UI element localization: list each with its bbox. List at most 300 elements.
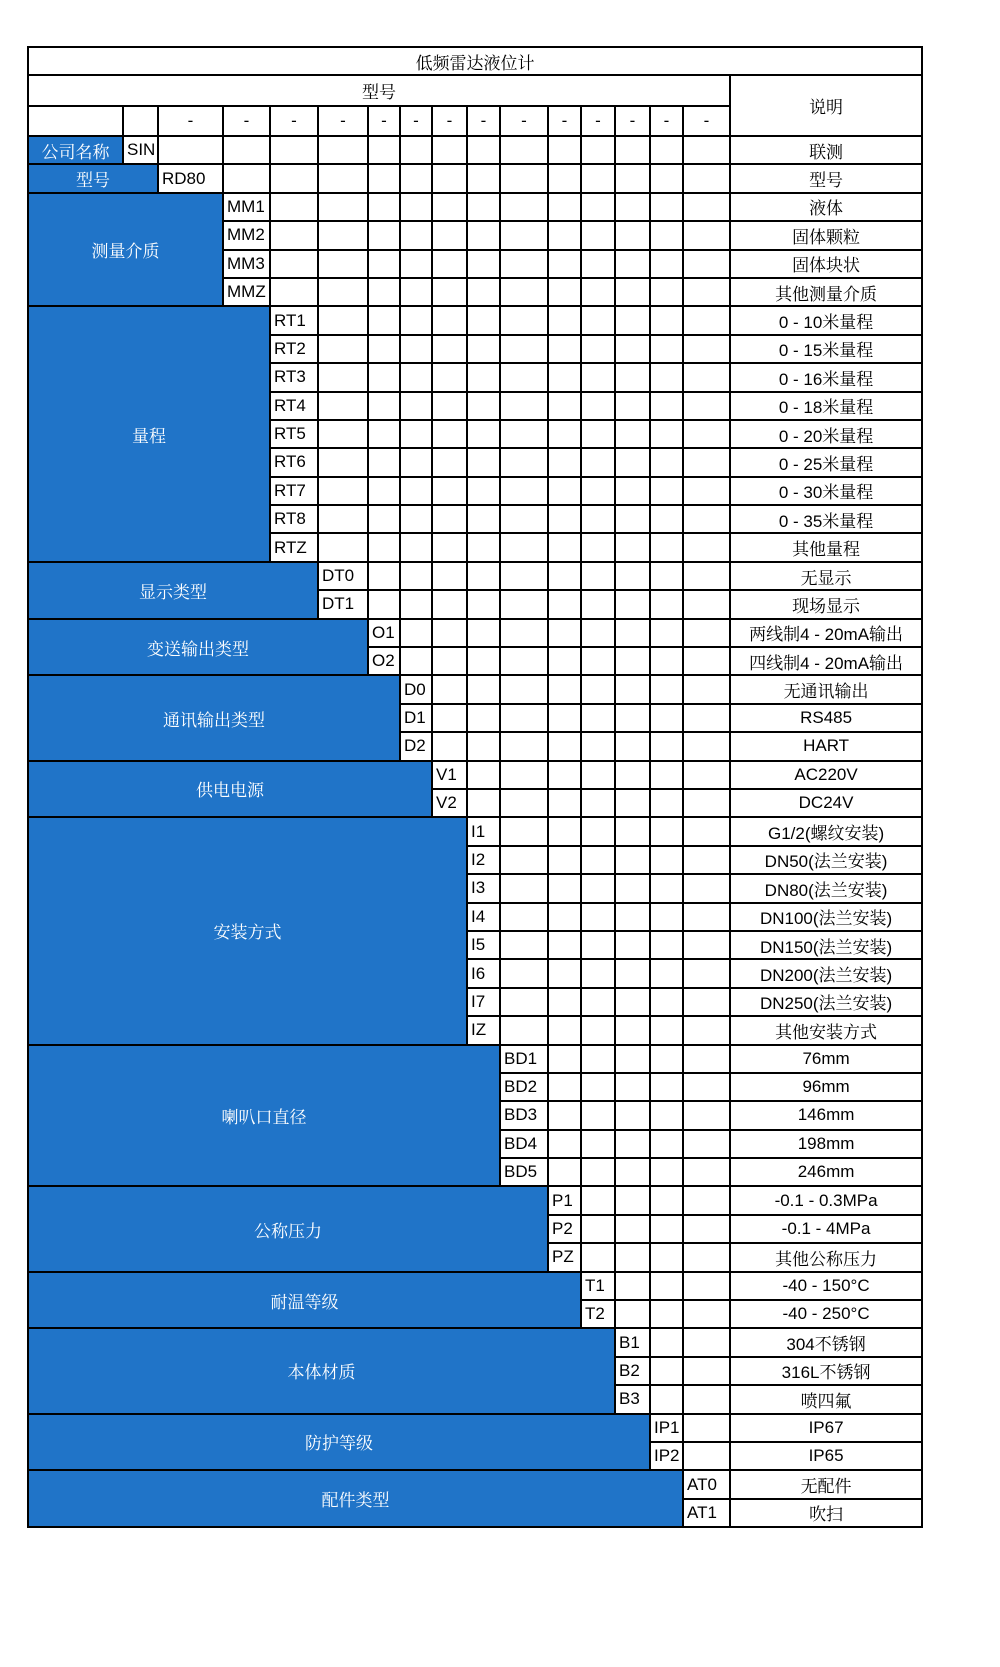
empty-cell	[500, 278, 548, 306]
empty-cell	[318, 420, 368, 448]
empty-cell	[500, 250, 548, 278]
description-cell: RS485	[730, 704, 922, 732]
empty-cell	[683, 363, 730, 391]
empty-cell	[368, 420, 400, 448]
code-cell-bd5: BD5	[500, 1158, 548, 1186]
code-cell-rt5: RT5	[270, 420, 318, 448]
code-cell-dt1: DT1	[318, 590, 368, 618]
empty-cell	[683, 1328, 730, 1356]
empty-cell	[548, 392, 581, 420]
code-cell-rt4: RT4	[270, 392, 318, 420]
empty-cell	[683, 193, 730, 221]
empty-cell	[683, 1158, 730, 1186]
empty-cell	[581, 761, 615, 789]
section-label-11: 公称压力	[28, 1186, 548, 1271]
empty-cell	[467, 761, 500, 789]
empty-cell	[500, 562, 548, 590]
empty-cell	[683, 562, 730, 590]
empty-cell	[650, 136, 683, 164]
empty-cell	[650, 1328, 683, 1356]
empty-cell	[581, 704, 615, 732]
empty-cell	[683, 420, 730, 448]
empty-cell	[500, 732, 548, 760]
empty-cell	[467, 278, 500, 306]
code-cell-bd2: BD2	[500, 1073, 548, 1101]
empty-cell	[615, 1045, 650, 1073]
empty-cell	[683, 335, 730, 363]
empty-cell	[650, 335, 683, 363]
empty-cell	[467, 505, 500, 533]
empty-cell	[318, 221, 368, 249]
empty-cell	[615, 221, 650, 249]
code-cell-iz: IZ	[467, 1016, 500, 1044]
empty-cell	[500, 164, 548, 192]
empty-cell	[548, 1045, 581, 1073]
empty-cell	[650, 846, 683, 874]
empty-cell	[650, 1300, 683, 1328]
code-cell-mm1: MM1	[223, 193, 270, 221]
dash-placeholder: -	[467, 106, 500, 136]
empty-cell	[467, 647, 500, 675]
empty-cell	[683, 250, 730, 278]
empty-cell	[581, 959, 615, 987]
model-selection-table-wrap	[27, 46, 923, 1528]
code-cell-sin: SIN	[123, 136, 158, 164]
description-cell: 0 - 15米量程	[730, 335, 922, 363]
empty-cell	[548, 761, 581, 789]
empty-cell	[548, 250, 581, 278]
description-cell: 型号	[730, 164, 922, 192]
empty-cell	[615, 193, 650, 221]
empty-cell	[368, 306, 400, 334]
code-cell-v2: V2	[432, 789, 467, 817]
empty-cell	[318, 448, 368, 476]
empty-cell	[432, 420, 467, 448]
empty-cell	[683, 1414, 730, 1442]
code-cell-t1: T1	[581, 1272, 615, 1300]
dash-placeholder: -	[223, 106, 270, 136]
empty-cell	[615, 931, 650, 959]
empty-cell	[548, 817, 581, 845]
empty-cell	[650, 1272, 683, 1300]
code-cell-at1: AT1	[683, 1499, 730, 1527]
description-cell: 316L不锈钢	[730, 1357, 922, 1385]
empty-cell	[683, 619, 730, 647]
dash-placeholder: -	[318, 106, 368, 136]
empty-cell	[650, 1158, 683, 1186]
empty-cell	[581, 988, 615, 1016]
empty-cell	[581, 1186, 615, 1214]
description-cell: 联测	[730, 136, 922, 164]
empty-cell	[400, 136, 432, 164]
code-cell-rt6: RT6	[270, 448, 318, 476]
empty-cell	[467, 789, 500, 817]
empty-cell	[548, 846, 581, 874]
empty-cell	[650, 1357, 683, 1385]
description-cell: 0 - 35米量程	[730, 505, 922, 533]
description-cell: 吹扫	[730, 1499, 922, 1527]
empty-cell	[432, 647, 467, 675]
empty-cell	[467, 533, 500, 561]
description-cell: AC220V	[730, 761, 922, 789]
empty-cell	[500, 533, 548, 561]
code-cell-o2: O2	[368, 647, 400, 675]
empty-cell	[615, 761, 650, 789]
description-cell: IP65	[730, 1442, 922, 1470]
empty-cell	[500, 988, 548, 1016]
empty-cell	[400, 477, 432, 505]
empty-cell	[368, 590, 400, 618]
empty-cell	[223, 164, 270, 192]
empty-cell	[650, 590, 683, 618]
description-cell: 146mm	[730, 1101, 922, 1129]
dash-placeholder: -	[432, 106, 467, 136]
empty-cell	[318, 505, 368, 533]
section-label-10: 喇叭口直径	[28, 1045, 500, 1187]
description-cell: IP67	[730, 1414, 922, 1442]
empty-cell	[432, 477, 467, 505]
description-header: 说明	[730, 75, 922, 136]
empty-cell	[467, 392, 500, 420]
description-cell: 76mm	[730, 1045, 922, 1073]
empty-cell	[615, 1016, 650, 1044]
empty-cell	[432, 164, 467, 192]
empty-cell	[500, 363, 548, 391]
empty-cell	[650, 420, 683, 448]
empty-cell	[548, 1101, 581, 1129]
code-cell-o1: O1	[368, 619, 400, 647]
empty-cell	[581, 533, 615, 561]
dash-placeholder: -	[650, 106, 683, 136]
empty-cell	[581, 392, 615, 420]
empty-cell	[683, 278, 730, 306]
empty-cell	[615, 1130, 650, 1158]
code-cell-bd4: BD4	[500, 1130, 548, 1158]
code-cell-rt3: RT3	[270, 363, 318, 391]
description-cell: DN250(法兰安装)	[730, 988, 922, 1016]
empty-cell	[432, 136, 467, 164]
empty-cell	[581, 817, 615, 845]
empty-cell	[615, 306, 650, 334]
empty-cell	[368, 278, 400, 306]
empty-cell	[467, 193, 500, 221]
empty-cell	[432, 505, 467, 533]
empty-cell	[318, 278, 368, 306]
empty-cell	[432, 562, 467, 590]
empty-cell	[400, 363, 432, 391]
empty-cell	[432, 704, 467, 732]
empty-cell	[650, 221, 683, 249]
empty-cell	[548, 335, 581, 363]
description-cell: 0 - 20米量程	[730, 420, 922, 448]
empty-cell	[615, 335, 650, 363]
empty-cell	[500, 761, 548, 789]
empty-cell	[581, 193, 615, 221]
model-number-header: 型号	[28, 75, 730, 106]
empty-cell	[500, 704, 548, 732]
empty-cell	[615, 988, 650, 1016]
empty-cell	[368, 250, 400, 278]
empty-cell	[683, 392, 730, 420]
description-cell: -0.1 - 0.3MPa	[730, 1186, 922, 1214]
empty-cell	[500, 193, 548, 221]
empty-cell	[650, 1385, 683, 1413]
section-label-2: 型号	[28, 164, 158, 192]
code-cell-pz: PZ	[548, 1243, 581, 1271]
code-cell-b1: B1	[615, 1328, 650, 1356]
code-cell-mm2: MM2	[223, 221, 270, 249]
empty-cell	[548, 675, 581, 703]
dash-placeholder: -	[548, 106, 581, 136]
empty-cell	[650, 647, 683, 675]
empty-cell	[683, 1130, 730, 1158]
empty-cell	[270, 136, 318, 164]
empty-cell	[683, 1073, 730, 1101]
description-cell: 0 - 25米量程	[730, 448, 922, 476]
description-cell: 其他测量介质	[730, 278, 922, 306]
code-cell-at0: AT0	[683, 1470, 730, 1498]
empty-cell	[400, 619, 432, 647]
empty-cell	[615, 1101, 650, 1129]
description-cell: 其他量程	[730, 533, 922, 561]
empty-cell	[650, 392, 683, 420]
dash-placeholder: -	[270, 106, 318, 136]
empty-cell	[432, 392, 467, 420]
empty-cell	[400, 164, 432, 192]
table-title: 低频雷达液位计	[28, 47, 922, 75]
empty-cell	[581, 1045, 615, 1073]
description-cell: DN200(法兰安装)	[730, 959, 922, 987]
empty-cell	[683, 789, 730, 817]
empty-cell	[581, 505, 615, 533]
empty-cell	[548, 533, 581, 561]
empty-cell	[500, 675, 548, 703]
code-cell-dt0: DT0	[318, 562, 368, 590]
empty-cell	[615, 1243, 650, 1271]
description-cell: 现场显示	[730, 590, 922, 618]
empty-cell	[270, 164, 318, 192]
empty-cell	[432, 193, 467, 221]
empty-cell	[581, 306, 615, 334]
empty-cell	[615, 562, 650, 590]
empty-cell	[467, 136, 500, 164]
empty-cell	[500, 619, 548, 647]
empty-cell	[500, 505, 548, 533]
description-cell: 304不锈钢	[730, 1328, 922, 1356]
empty-cell	[368, 136, 400, 164]
empty-cell	[500, 477, 548, 505]
empty-cell	[548, 988, 581, 1016]
empty-cell	[368, 221, 400, 249]
description-cell: -40 - 150°C	[730, 1272, 922, 1300]
dash-placeholder: -	[615, 106, 650, 136]
description-cell: 0 - 10米量程	[730, 306, 922, 334]
empty-cell	[581, 1158, 615, 1186]
dash-placeholder: -	[500, 106, 548, 136]
description-cell: 两线制4 - 20mA输出	[730, 619, 922, 647]
empty-cell	[650, 505, 683, 533]
empty-cell	[548, 193, 581, 221]
empty-cell	[615, 533, 650, 561]
empty-cell	[581, 590, 615, 618]
empty-cell	[650, 1101, 683, 1129]
empty-cell	[432, 221, 467, 249]
empty-cell	[650, 789, 683, 817]
section-label-7: 通讯输出类型	[28, 675, 400, 760]
empty-cell	[400, 306, 432, 334]
section-label-14: 防护等级	[28, 1414, 650, 1471]
empty-cell	[581, 420, 615, 448]
empty-cell	[548, 789, 581, 817]
description-cell: 无配件	[730, 1470, 922, 1498]
empty-cell	[581, 250, 615, 278]
empty-cell	[400, 533, 432, 561]
empty-cell	[548, 420, 581, 448]
empty-cell	[650, 1073, 683, 1101]
empty-cell	[615, 136, 650, 164]
description-cell: 0 - 18米量程	[730, 392, 922, 420]
empty-cell	[368, 505, 400, 533]
empty-cell	[400, 221, 432, 249]
empty-cell	[500, 448, 548, 476]
empty-cell	[683, 1215, 730, 1243]
dash-placeholder: -	[368, 106, 400, 136]
empty-cell	[615, 1272, 650, 1300]
empty-cell	[432, 335, 467, 363]
empty-cell	[581, 221, 615, 249]
empty-cell	[683, 448, 730, 476]
empty-cell	[615, 278, 650, 306]
empty-cell	[581, 732, 615, 760]
empty-cell	[400, 335, 432, 363]
empty-cell	[548, 1158, 581, 1186]
description-cell: -40 - 250°C	[730, 1300, 922, 1328]
empty-cell	[400, 278, 432, 306]
empty-cell	[683, 477, 730, 505]
empty-cell	[400, 193, 432, 221]
empty-cell	[683, 903, 730, 931]
empty-cell	[683, 533, 730, 561]
empty-cell	[500, 590, 548, 618]
empty-cell	[548, 164, 581, 192]
description-cell: DN80(法兰安装)	[730, 874, 922, 902]
empty-cell	[368, 477, 400, 505]
empty-cell	[500, 420, 548, 448]
empty-cell	[500, 221, 548, 249]
empty-cell	[683, 732, 730, 760]
empty-cell	[432, 278, 467, 306]
empty-cell	[548, 1130, 581, 1158]
empty-cell	[368, 562, 400, 590]
empty-cell	[650, 931, 683, 959]
empty-cell	[548, 732, 581, 760]
empty-cell	[615, 732, 650, 760]
empty-cell	[581, 619, 615, 647]
empty-cell	[500, 874, 548, 902]
code-cell-i4: I4	[467, 903, 500, 931]
description-cell: 固体块状	[730, 250, 922, 278]
empty-cell	[467, 675, 500, 703]
empty-cell	[615, 874, 650, 902]
empty-cell	[318, 250, 368, 278]
empty-cell	[368, 392, 400, 420]
code-cell-i5: I5	[467, 931, 500, 959]
empty-cell	[615, 590, 650, 618]
description-cell: 0 - 16米量程	[730, 363, 922, 391]
description-cell: HART	[730, 732, 922, 760]
empty-cell	[548, 590, 581, 618]
empty-cell	[683, 505, 730, 533]
empty-cell	[581, 846, 615, 874]
empty-cell	[683, 1016, 730, 1044]
model-selection-table	[27, 46, 923, 1528]
empty-cell	[467, 448, 500, 476]
empty-cell	[650, 675, 683, 703]
empty-cell	[368, 335, 400, 363]
empty-cell	[615, 250, 650, 278]
empty-cell	[467, 335, 500, 363]
dash-placeholder: -	[158, 106, 223, 136]
section-label-5: 显示类型	[28, 562, 318, 619]
empty-cell	[650, 1243, 683, 1271]
empty-cell	[615, 1073, 650, 1101]
section-label-9: 安装方式	[28, 817, 467, 1044]
code-cell-d1: D1	[400, 704, 432, 732]
empty-cell	[581, 647, 615, 675]
empty-cell	[467, 590, 500, 618]
empty-cell	[581, 1215, 615, 1243]
empty-cell	[548, 477, 581, 505]
empty-cell	[467, 619, 500, 647]
empty-cell	[500, 817, 548, 845]
empty-cell	[548, 959, 581, 987]
section-label-12: 耐温等级	[28, 1272, 581, 1329]
empty-cell	[683, 1357, 730, 1385]
description-cell: 其他安装方式	[730, 1016, 922, 1044]
description-cell: DC24V	[730, 789, 922, 817]
empty-cell	[548, 306, 581, 334]
empty-cell	[270, 221, 318, 249]
empty-cell	[432, 619, 467, 647]
empty-cell	[270, 193, 318, 221]
empty-cell	[548, 874, 581, 902]
empty-cell	[650, 1016, 683, 1044]
empty-cell	[318, 477, 368, 505]
empty-cell	[500, 846, 548, 874]
empty-cell	[318, 392, 368, 420]
empty-cell	[581, 562, 615, 590]
code-cell-i7: I7	[467, 988, 500, 1016]
code-cell-v1: V1	[432, 761, 467, 789]
empty-cell	[581, 164, 615, 192]
empty-cell	[548, 704, 581, 732]
empty-cell	[683, 164, 730, 192]
empty-cell	[400, 392, 432, 420]
empty-cell	[400, 420, 432, 448]
description-cell: 其他公称压力	[730, 1243, 922, 1271]
empty-cell	[581, 1101, 615, 1129]
empty-cell	[123, 106, 158, 136]
empty-cell	[270, 278, 318, 306]
empty-cell	[683, 959, 730, 987]
dash-placeholder: -	[683, 106, 730, 136]
description-cell: 246mm	[730, 1158, 922, 1186]
empty-cell	[581, 335, 615, 363]
code-cell-rd80: RD80	[158, 164, 223, 192]
empty-cell	[432, 250, 467, 278]
empty-cell	[683, 931, 730, 959]
empty-cell	[650, 988, 683, 1016]
